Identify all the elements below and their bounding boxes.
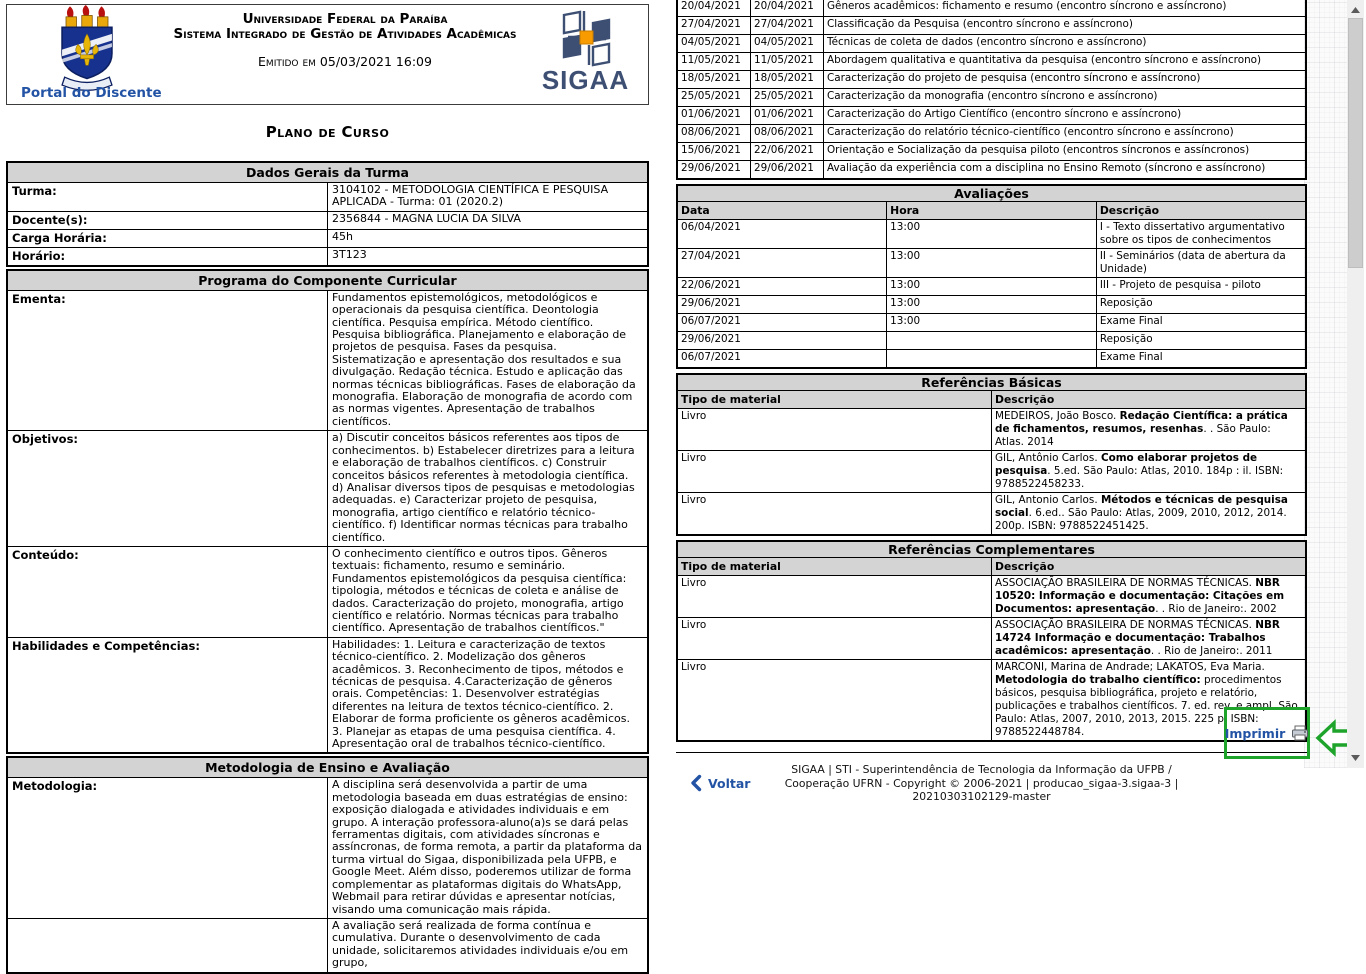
reference-type: Livro (677, 409, 992, 451)
schedule-start-date: 04/05/2021 (677, 35, 751, 53)
reference-description (992, 618, 1307, 660)
reference-text-segment: MEDEIROS, João Bosco. (995, 410, 1120, 422)
row-value: 45h (328, 229, 649, 247)
scrollbar-thumb[interactable] (1348, 18, 1363, 268)
row-label: Objetivos: (7, 431, 328, 547)
row-label: Habilidades e Competências: (7, 637, 328, 753)
avaliacao-data: 22/06/2021 (677, 278, 887, 296)
reference-description (992, 576, 1307, 618)
avaliacao-hora: 13:00 (887, 278, 1097, 296)
avaliacao-hora: 13:00 (887, 249, 1097, 278)
avaliacao-row (677, 296, 1306, 314)
voltar-label: Voltar (708, 775, 751, 791)
section-title-metodologia: Metodologia de Ensino e Avaliação (7, 757, 648, 778)
reference-row (677, 451, 1306, 493)
schedule-start-date: 20/04/2021 (677, 0, 751, 17)
schedule-start-date: 25/05/2021 (677, 89, 751, 107)
avaliacao-descricao: III - Projeto de pesquisa - piloto (1096, 278, 1306, 296)
schedule-row (677, 17, 1306, 35)
org-name: Universidade Federal da Paraíba (242, 11, 448, 27)
section-title-avaliacoes: Avaliações (677, 185, 1306, 202)
schedule-row (677, 0, 1306, 17)
schedule-start-date: 11/05/2021 (677, 53, 751, 71)
schedule-start-date: 08/06/2021 (677, 125, 751, 143)
info-row (7, 546, 648, 637)
row-label: Metodologia: (7, 778, 328, 918)
reference-text-segment: MARCONI, Marina de Andrade; LAKATOS, Eva Maria. (995, 661, 1265, 673)
schedule-description: Caracterização do projeto de pesquisa (encontro síncrono e assíncrono) (824, 71, 1307, 89)
row-value: A disciplina será desenvolvida a partir de uma metodologia baseada em duas estratégias de ensino: exposição dialogada e atividades individuais e em grupo. A interação professora-aluno(a)s se dará pelas ferramentas digitais, com atividades síncronas e assíncronas, de forma remota, a partir da plataforma da turma virtual do Sigaa, disponibilizada pela UFPB, e Google Meet. Além disso, poderemos utilizar de forma complementar as plataformas digitais do WhatsApp, Webmail para retirar dúvidas e apresentar notícias, visando uma comunicação mais rápida. (328, 778, 649, 918)
column-header-hora: Hora (887, 202, 1097, 220)
reference-row (677, 618, 1306, 660)
reference-text-segment: Métodos e técnicas de pesquisa social (995, 494, 1288, 519)
reference-text-segment: Redação Científica: a prática de fichamentos, resumos, resenhas (995, 410, 1288, 435)
dados-gerais-table (6, 161, 649, 267)
reference-row (677, 409, 1306, 451)
referencias-complementares-table (676, 540, 1307, 742)
schedule-end-date: 11/05/2021 (751, 53, 824, 71)
schedule-start-date: 27/04/2021 (677, 17, 751, 35)
avaliacao-data: 29/06/2021 (677, 296, 887, 314)
reference-description (992, 451, 1307, 493)
avaliacao-descricao: Exame Final (1096, 350, 1306, 369)
avaliacao-data: 06/04/2021 (677, 220, 887, 249)
referencias-basicas-table (676, 373, 1307, 536)
avaliacao-row (677, 314, 1306, 332)
avaliacao-data: 06/07/2021 (677, 350, 887, 369)
schedule-end-date: 01/06/2021 (751, 107, 824, 125)
info-row (7, 778, 648, 918)
reference-text-segment: . . São Paulo: Atlas. 2014 (995, 423, 1271, 448)
page-title: Plano de Curso (265, 123, 390, 141)
info-row (7, 290, 648, 430)
schedule-row (677, 143, 1306, 161)
row-label: Turma: (7, 183, 328, 212)
metodologia-table (6, 756, 649, 973)
column-header-data: Data (677, 202, 887, 220)
schedule-row (677, 125, 1306, 143)
referencias-complementares-header-row (677, 558, 1306, 576)
schedule-end-date: 20/04/2021 (751, 0, 824, 17)
avaliacao-hora (887, 332, 1097, 350)
avaliacao-row (677, 278, 1306, 296)
portal-discente-link[interactable]: Portal do Discente (21, 85, 162, 101)
schedule-start-date: 01/06/2021 (677, 107, 751, 125)
row-label: Horário: (7, 247, 328, 266)
reference-type: Livro (677, 493, 992, 536)
schedule-end-date: 22/06/2021 (751, 143, 824, 161)
page-background-texture (1304, 0, 1349, 768)
scrollbar-down-icon[interactable] (1349, 751, 1362, 764)
reference-text-segment: GIL, Antonio Carlos. (995, 494, 1101, 506)
schedule-description: Orientação e Socialização da pesquisa piloto (encontros síncronos e assíncronos) (824, 143, 1307, 161)
reference-row (677, 576, 1306, 618)
avaliacao-descricao: II - Seminários (data de abertura da Unidade) (1096, 249, 1306, 278)
sigaa-logo (523, 5, 648, 104)
schedule-end-date: 29/06/2021 (751, 161, 824, 180)
torch-flames-icon (66, 5, 108, 29)
ufpb-crest-logo (46, 5, 128, 89)
schedule-row (677, 89, 1306, 107)
back-chevron-icon (690, 775, 701, 791)
schedule-end-date: 27/04/2021 (751, 17, 824, 35)
schedule-row (677, 71, 1306, 89)
reference-text-segment: Como elaborar projetos de pesquisa (995, 452, 1258, 477)
reference-description (992, 409, 1307, 451)
programa-table (6, 269, 649, 755)
avaliacoes-header-row (677, 202, 1306, 220)
avaliacao-row (677, 249, 1306, 278)
schedule-end-date: 25/05/2021 (751, 89, 824, 107)
schedule-description: Caracterização do relatório técnico-científico (encontro síncrono e assíncrono) (824, 125, 1307, 143)
reference-row (677, 660, 1306, 742)
row-label: Carga Horária: (7, 229, 328, 247)
schedule-description: Classificação da Pesquisa (encontro síncrono e assíncrono) (824, 17, 1307, 35)
row-label: Docente(s): (7, 211, 328, 229)
section-title-referencias-complementares: Referências Complementares (677, 541, 1306, 558)
column-header-descricao: Descrição (992, 391, 1307, 409)
avaliacao-data: 06/07/2021 (677, 314, 887, 332)
reference-text-segment: GIL, Antônio Carlos. (995, 452, 1101, 464)
avaliacao-data: 29/06/2021 (677, 332, 887, 350)
cronograma-table (676, 0, 1307, 180)
reference-text-segment: . . Rio de Janeiro:. 2002 (1155, 603, 1277, 615)
avaliacao-hora: 13:00 (887, 314, 1097, 332)
row-value: Habilidades: 1. Leitura e caracterização de textos técnico-científico. 2. Modelização dos gêneros acadêmicos. 3. Reconhecimento de tipos, métodos e técnicas de pesquisa. 4.Caracterização de gêneros orais. Competências: 1. Desenvolver estratégias diferentes na leitura de textos técnico-científico. 2. Elaborar de forma proficiente os gêneros acadêmicos. 3. Planejar as etapas de uma pesquisa científica. 4. Apresentação oral de trabalhos técnico-científico. (328, 637, 649, 753)
schedule-start-date: 15/06/2021 (677, 143, 751, 161)
emitted-timestamp: Emitido em 05/03/2021 16:09 (258, 54, 432, 69)
footer-copyright: SIGAA | STI - Superintendência de Tecnologia da Informação da UFPB / Cooperação UFRN - Copyright © 2006-2021 | producao_sigaa-3.sigaa-3 | 20210303102129-master (784, 763, 1179, 803)
reference-text-segment: NBR 10520: Informação e documentação: Citações em Documentos: apresentação (995, 577, 1285, 615)
info-row (7, 211, 648, 229)
ufpb-logo-area (7, 5, 167, 104)
info-row (7, 229, 648, 247)
schedule-description: Gêneros acadêmicos: fichamento e resumo (encontro síncrono e assíncrono) (824, 0, 1307, 17)
schedule-row (677, 53, 1306, 71)
schedule-end-date: 04/05/2021 (751, 35, 824, 53)
reference-text-segment: . . Rio de Janeiro:. 2011 (1150, 645, 1273, 657)
column-header-tipo-material: Tipo de material (677, 391, 992, 409)
reference-text-segment: NBR 14724 Informação e documentação: Trabalhos acadêmicos: apresentação (995, 619, 1280, 657)
reference-text-segment: ASSOCIAÇÃO BRASILEIRA DE NORMAS TÉCNICAS. (995, 619, 1256, 631)
sigaa-wordmark: SIGAA (541, 65, 630, 95)
schedule-row (677, 161, 1306, 180)
avaliacao-hora (887, 350, 1097, 369)
section-title-programa: Programa do Componente Curricular (7, 270, 648, 291)
schedule-end-date: 08/06/2021 (751, 125, 824, 143)
reference-row (677, 493, 1306, 536)
avaliacao-hora: 13:00 (887, 220, 1097, 249)
document-header (6, 4, 649, 105)
system-name: Sistema Integrado de Gestão de Atividades Acadêmicas (173, 26, 517, 42)
reference-text-segment: . 5.ed. São Paulo: Atlas, 2010. 184p : il. ISBN: 9788522458233. (995, 465, 1284, 490)
avaliacao-descricao: Reposição (1096, 296, 1306, 314)
schedule-description: Avaliação da experiência com a disciplina no Ensino Remoto (síncrono e assíncrono) (824, 161, 1307, 180)
row-value: 2356844 - MAGNA LUCIA DA SILVA (328, 211, 649, 229)
avaliacao-hora: 13:00 (887, 296, 1097, 314)
avaliacao-row (677, 332, 1306, 350)
row-value: Fundamentos epistemológicos, metodológicos e operacionais da pesquisa científica. Deontologia científica. Pesquisa empírica. Método científico. Pesquisa bibliográfica. Planejamento e elaboração de projetos de pesquisa. Fases da pesquisa. Sistematização e apresentação dos resultados e sua divulgação. Redação técnica. Estudo e aplicação das normas técnicas bibliográficas. Fases de elaboração da monografia. Elaboração de monografia de acordo com as normas vigentes. Apresentação de trabalhos científicos. (328, 290, 649, 430)
column-header-tipo-material: Tipo de material (677, 558, 992, 576)
row-value: a) Discutir conceitos básicos referentes aos tipos de conhecimentos. b) Estabelecer diretrizes para a leitura e elaboração de trabalhos científicos. c) Construir conceitos básicos referentes à metodologia científica. d) Analisar diversos tipos de pesquisas e metodologias adequadas. e) Caracterizar projeto de pesquisa, monografia, artigo científico e relatório técnico-científico. f) Identificar normas técnicas para trabalho científico. (328, 431, 649, 547)
row-label (7, 918, 328, 972)
schedule-description: Caracterização da monografia (encontro síncrono e assíncrono) (824, 89, 1307, 107)
avaliacao-row (677, 220, 1306, 249)
schedule-description: Técnicas de coleta de dados (encontro síncrono e assíncrono) (824, 35, 1307, 53)
avaliacao-row (677, 350, 1306, 369)
reference-text-segment: Metodologia do trabalho científico: (995, 674, 1201, 686)
footer (676, 752, 1307, 816)
avaliacao-descricao: Exame Final (1096, 314, 1306, 332)
sigaa-pinwheel-icon (556, 9, 616, 67)
reference-text-segment: procedimentos básicos, pesquisa bibliográfica, projeto e relatório, publicações e trabalhos científicos. 7. ed. rev. e ampl. São Paulo: Atlas, 2007, 2010, 2013, 2015. 225 p. ISBN: 9788522448784. (995, 674, 1298, 738)
scrollbar[interactable] (1347, 0, 1364, 768)
voltar-button[interactable] (690, 775, 776, 791)
info-row (7, 183, 648, 212)
column-header-descricao: Descrição (992, 558, 1307, 576)
schedule-description: Abordagem qualitativa e quantitativa da pesquisa (encontro síncrono e assíncrono) (824, 53, 1307, 71)
schedule-start-date: 18/05/2021 (677, 71, 751, 89)
section-title-dados-gerais: Dados Gerais da Turma (7, 162, 648, 183)
header-org-text (167, 5, 523, 104)
row-value: 3104102 - METODOLOGIA CIENTÍFICA E PESQUISA APLICADA - Turma: 01 (2020.2) (328, 183, 649, 212)
info-row (7, 918, 648, 972)
reference-type: Livro (677, 451, 992, 493)
avaliacao-descricao: Reposição (1096, 332, 1306, 350)
course-plan-right-column (676, 0, 1307, 816)
imprimir-button[interactable]: Imprimir (1224, 725, 1286, 741)
reference-type: Livro (677, 660, 992, 742)
avaliacao-descricao: I - Texto dissertativo argumentativo sobre os tipos de conhecimentos (1096, 220, 1306, 249)
referencias-basicas-header-row (677, 391, 1306, 409)
row-value: A avaliação será realizada de forma contínua e cumulativa. Durante o desenvolvimento de cada unidade, solicitaremos atividades individuais e/ou em grupo, (328, 918, 649, 972)
avaliacoes-table (676, 184, 1307, 369)
row-value: O conhecimento científico e outros tipos. Gêneros textuais: fichamento, resumo e seminário. Fundamentos epistemológicos da pesquisa científica: tipologia, métodos e técnicas de coleta e análise de dados. Caracterização do projeto, monografia, artigo científico e relatório. Normas técnicas para trabalho científico. Apresentação de trabalhos científicos." (328, 546, 649, 637)
reference-description (992, 493, 1307, 536)
schedule-row (677, 35, 1306, 53)
reference-type: Livro (677, 618, 992, 660)
schedule-start-date: 29/06/2021 (677, 161, 751, 180)
reference-type: Livro (677, 576, 992, 618)
row-label: Ementa: (7, 290, 328, 430)
info-row (7, 247, 648, 266)
imprimir-annotation-box (1224, 707, 1310, 759)
reference-text-segment: ASSOCIAÇÃO BRASILEIRA DE NORMAS TÉCNICAS. (995, 577, 1256, 589)
schedule-description: Caracterização do Artigo Científico (encontro síncrono e assíncrono) (824, 107, 1307, 125)
row-label: Conteúdo: (7, 546, 328, 637)
course-plan-left-column (6, 4, 649, 974)
schedule-end-date: 18/05/2021 (751, 71, 824, 89)
scrollbar-up-icon[interactable] (1349, 3, 1362, 16)
section-title-referencias-basicas: Referências Básicas (677, 374, 1306, 391)
column-header-descricao: Descrição (1096, 202, 1306, 220)
reference-text-segment: . 6.ed.. São Paulo: Atlas, 2009, 2010, 2012, 2014. 200p. ISBN: 9788522451425. (995, 507, 1287, 532)
info-row (7, 431, 648, 547)
schedule-row (677, 107, 1306, 125)
info-row (7, 637, 648, 753)
printer-icon[interactable] (1291, 725, 1309, 741)
avaliacao-data: 27/04/2021 (677, 249, 887, 278)
row-value: 3T123 (328, 247, 649, 266)
